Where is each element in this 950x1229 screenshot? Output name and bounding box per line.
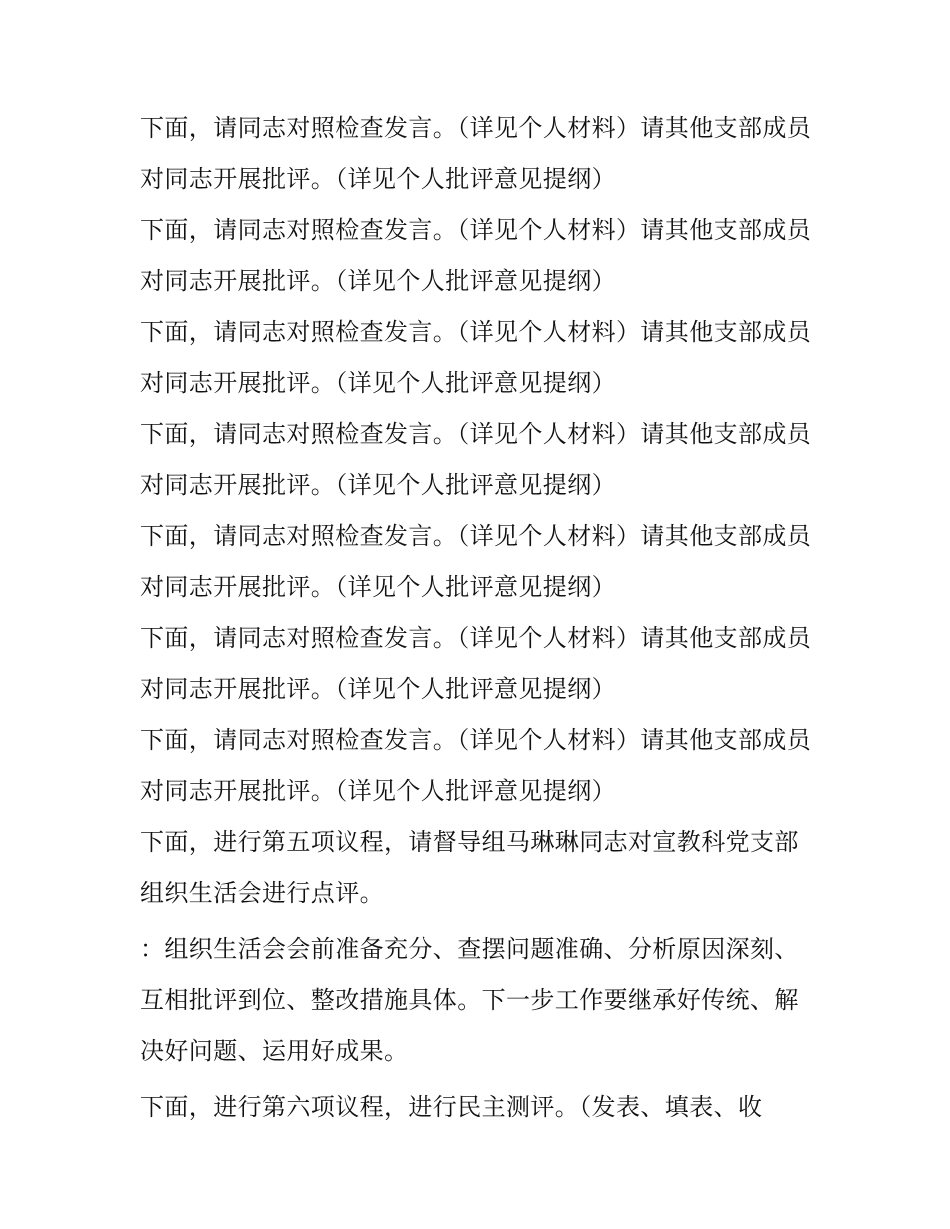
paragraph-agenda-item-six: 下面，进行第六项议程，进行民主测评。（发表、填表、收 bbox=[140, 1093, 763, 1121]
paragraph-self-review-1: 下面，请同志对照检查发言。（详见个人材料）请其他支部成员对同志开展批评。（详见个人批评意见提纲） bbox=[140, 114, 812, 193]
paragraph-self-review-4: 下面，请同志对照检查发言。（详见个人材料）请其他支部成员对同志开展批评。（详见个人批评意见提纲） bbox=[140, 420, 812, 499]
paragraph-supervisor-comment: ：组织生活会会前准备充分、查摆问题准确、分析原因深刻、互相批评到位、整改措施具体。下一步工作要继承好传统、解决好问题、运用好成果。 bbox=[140, 935, 799, 1065]
paragraph-self-review-3: 下面，请同志对照检查发言。（详见个人材料）请其他支部成员对同志开展批评。（详见个人批评意见提纲） bbox=[140, 318, 812, 397]
paragraph-agenda-item-five: 下面，进行第五项议程，请督导组马琳琳同志对宣教科党支部组织生活会进行点评。 bbox=[140, 828, 799, 907]
paragraph-self-review-6: 下面，请同志对照检查发言。（详见个人材料）请其他支部成员对同志开展批评。（详见个人批评意见提纲） bbox=[140, 624, 812, 703]
paragraph-self-review-5: 下面，请同志对照检查发言。（详见个人材料）请其他支部成员对同志开展批评。（详见个人批评意见提纲） bbox=[140, 522, 812, 601]
document-body bbox=[140, 103, 820, 1133]
paragraph-self-review-7: 下面，请同志对照检查发言。（详见个人材料）请其他支部成员对同志开展批评。（详见个人批评意见提纲） bbox=[140, 726, 812, 805]
paragraph-self-review-2: 下面，请同志对照检查发言。（详见个人材料）请其他支部成员对同志开展批评。（详见个人批评意见提纲） bbox=[140, 216, 812, 295]
